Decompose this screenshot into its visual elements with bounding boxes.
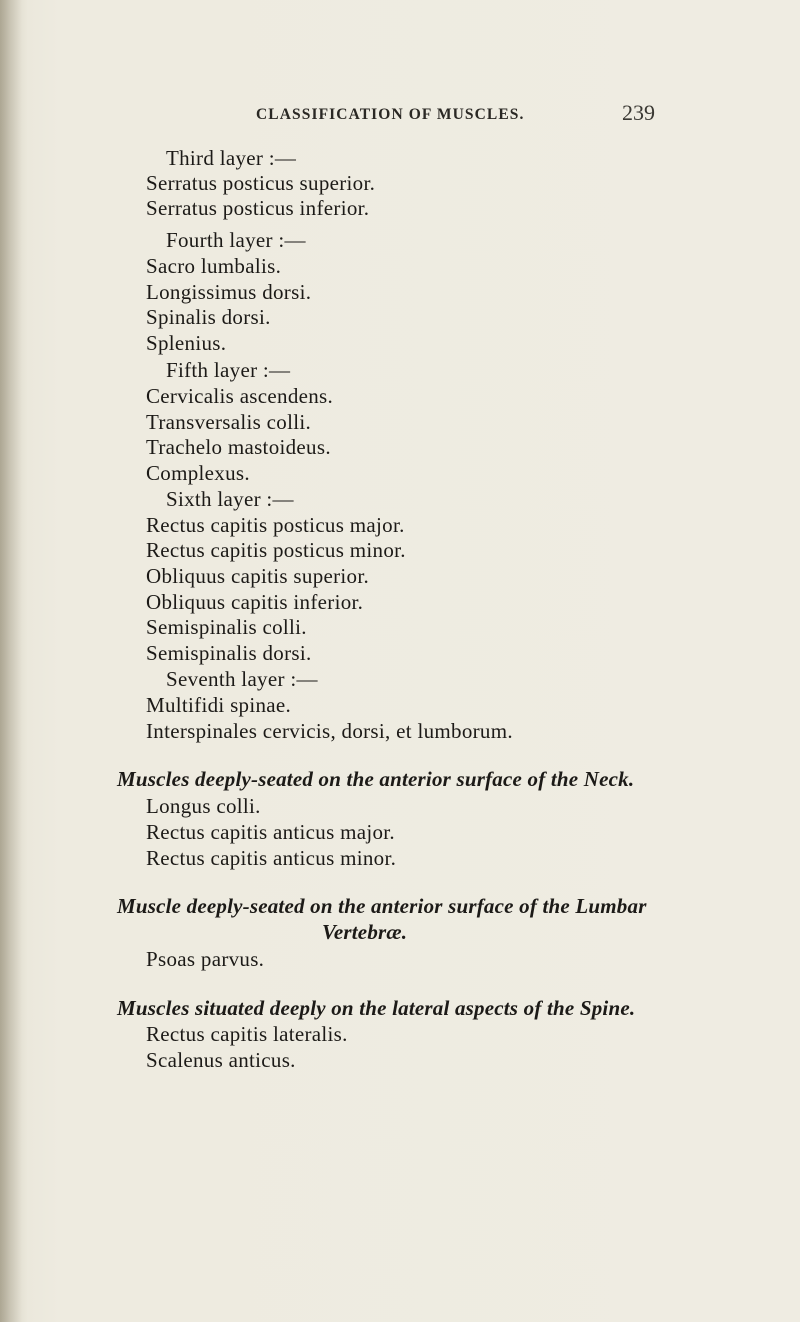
muscle-item: Serratus posticus superior. (146, 171, 376, 195)
muscle-item: Interspinales cervicis, dorsi, et lumborum. (146, 719, 513, 743)
muscle-item: Rectus capitis lateralis. (146, 1022, 348, 1046)
muscle-item: Longus colli. (146, 794, 261, 818)
muscle-item: Scalenus anticus. (146, 1048, 296, 1072)
muscle-item: Spinalis dorsi. (146, 305, 271, 329)
muscle-item: Transversalis colli. (146, 410, 312, 434)
muscle-item: Psoas parvus. (146, 947, 265, 971)
page-gutter-shadow (0, 0, 22, 1322)
muscle-item: Rectus capitis posticus minor. (146, 538, 406, 562)
muscle-item: Complexus. (146, 461, 250, 485)
page-header (0, 92, 800, 132)
muscle-item: Rectus capitis posticus major. (146, 513, 405, 537)
muscle-item: Rectus capitis anticus major. (146, 820, 395, 844)
muscle-item: Multifidi spinae. (146, 693, 292, 717)
muscle-item: Rectus capitis anticus minor. (146, 846, 397, 870)
page-number: 239 (622, 100, 655, 125)
muscle-item: Cervicalis ascendens. (146, 384, 334, 408)
muscle-item: Obliquus capitis inferior. (146, 590, 364, 614)
muscle-item: Serratus posticus inferior. (146, 196, 370, 220)
section-heading: Muscle deeply-seated on the anterior surface of the Lumbar (117, 894, 647, 918)
muscle-item: Semispinalis colli. (146, 615, 307, 639)
layer-label: Fourth layer :— (166, 228, 306, 252)
running-head: CLASSIFICATION OF MUSCLES. (256, 106, 525, 123)
layer-label: Seventh layer :— (166, 667, 318, 691)
section-heading-continuation: Vertebræ. (322, 920, 408, 944)
muscle-item: Longissimus dorsi. (146, 280, 312, 304)
layer-label: Sixth layer :— (166, 487, 294, 511)
muscle-item: Semispinalis dorsi. (146, 641, 312, 665)
section-heading: Muscles situated deeply on the lateral aspects of the Spine. (117, 996, 636, 1020)
muscle-item: Sacro lumbalis. (146, 254, 282, 278)
muscle-item: Trachelo mastoideus. (146, 435, 331, 459)
layer-label: Fifth layer :— (166, 358, 291, 382)
muscle-item: Obliquus capitis superior. (146, 564, 370, 588)
layer-label: Third layer :— (166, 146, 297, 170)
section-heading: Muscles deeply-seated on the anterior surface of the Neck. (117, 767, 635, 791)
muscle-item: Splenius. (146, 331, 227, 355)
